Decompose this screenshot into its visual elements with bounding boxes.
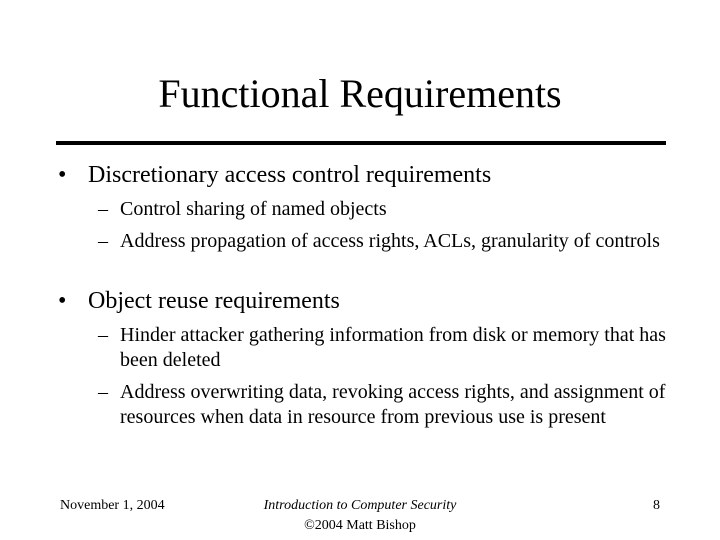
slide-title: Functional Requirements: [158, 71, 562, 116]
bullet-marker: •: [58, 288, 67, 314]
sub-bullet-marker: –: [98, 324, 108, 346]
bullet-text: Discretionary access control requirements: [88, 162, 492, 188]
footer-copyright: ©2004 Matt Bishop: [304, 518, 416, 533]
sub-bullet-text: Address propagation of access rights, ACLs, granularity of controls: [120, 230, 660, 252]
sub-bullet-text: Hinder attacker gathering information from disk or memory that has been deleted: [120, 324, 666, 371]
bullet-marker: •: [58, 162, 67, 188]
footer-course-title: Introduction to Computer Security: [263, 498, 457, 513]
sub-bullet-marker: –: [98, 198, 108, 220]
bullet-text: Object reuse requirements: [88, 288, 340, 314]
slide-number: 8: [653, 498, 660, 513]
sub-bullet-text: Address overwriting data, revoking access rights, and assignment of resources when data in resource from previous use is present: [120, 381, 666, 428]
title-divider: [56, 141, 666, 145]
sub-bullet-text: Control sharing of named objects: [120, 198, 387, 220]
footer-course-info: [230, 496, 490, 536]
sub-bullet-marker: –: [98, 381, 108, 403]
footer-date: November 1, 2004: [60, 498, 165, 513]
sub-bullet-marker: –: [98, 230, 108, 252]
